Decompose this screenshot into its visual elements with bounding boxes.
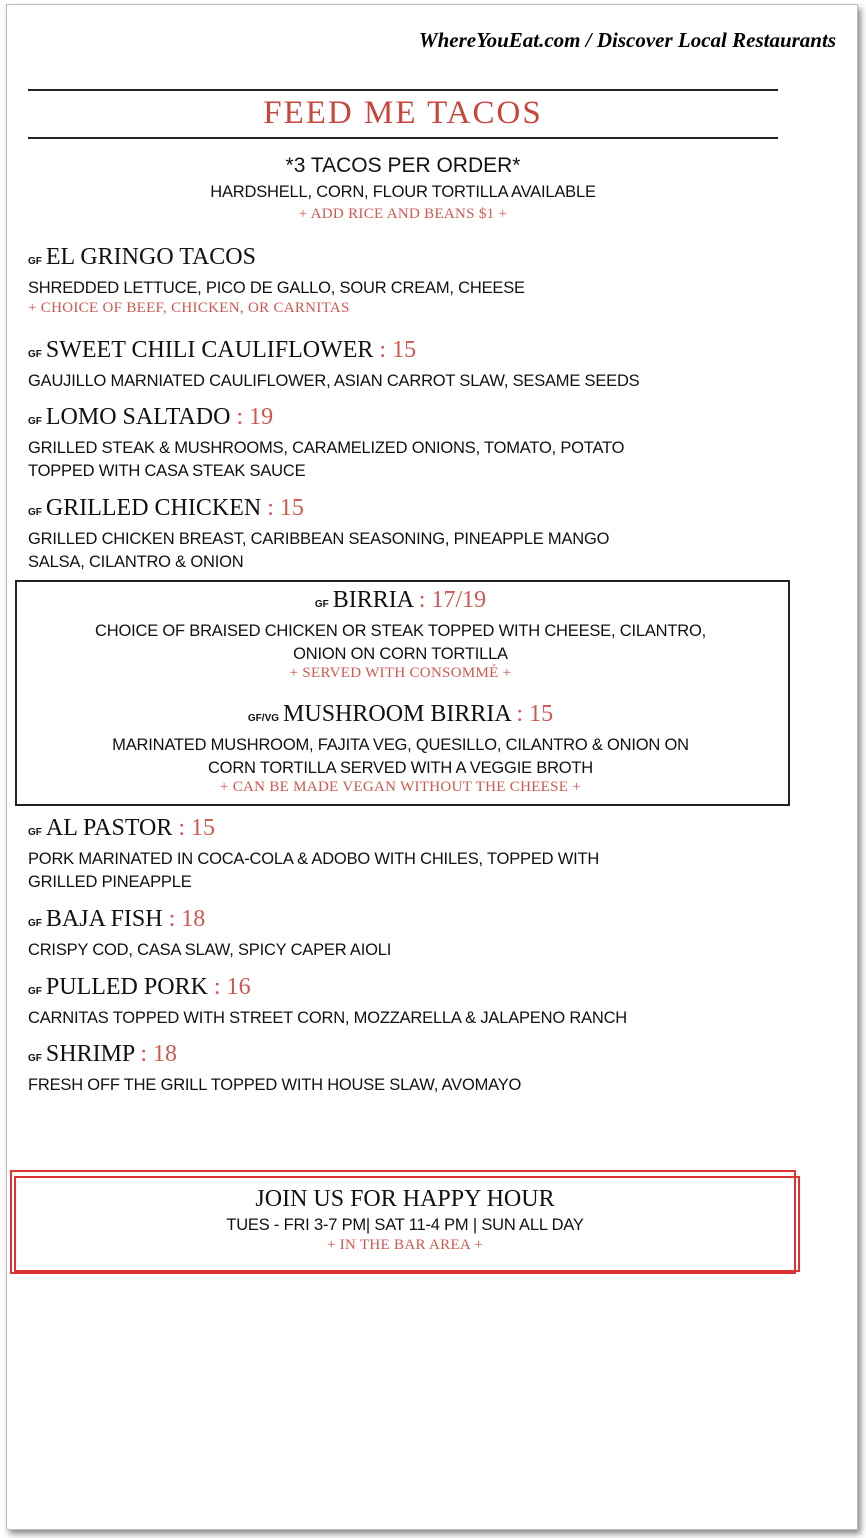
item-name: BAJA FISH xyxy=(45,906,163,932)
menu-item xyxy=(28,972,788,1030)
menu-item xyxy=(28,493,788,573)
menu-item xyxy=(28,904,788,962)
divider xyxy=(28,89,778,91)
item-name: EL GRINGO TACOS xyxy=(45,244,256,270)
item-desc: FRESH OFF THE GRILL TOPPED WITH HOUSE SLAW, AVOMAYO xyxy=(28,1076,522,1094)
item-name: AL PASTOR xyxy=(45,815,173,841)
menu-item xyxy=(28,242,788,317)
intro-line2: HARDSHELL, CORN, FLOUR TORTILLA AVAILABLE xyxy=(210,183,596,201)
item-desc: CRISPY COD, CASA SLAW, SPICY CAPER AIOLI xyxy=(28,941,392,959)
gluten-free-tag: GF xyxy=(28,256,42,267)
item-note: + CHOICE OF BEEF, CHICKEN, OR CARNITAS xyxy=(28,299,350,316)
gluten-free-tag: GF xyxy=(28,349,42,360)
item-name: BIRRIA xyxy=(332,587,413,613)
item-price: : 15 xyxy=(516,701,554,727)
item-desc: GRILLED PINEAPPLE xyxy=(28,872,192,891)
intro-line1: *3 TACOS PER ORDER* xyxy=(285,154,521,177)
gluten-free-tag: GF xyxy=(28,986,42,997)
gluten-free-tag: GF xyxy=(314,599,329,610)
happy-hour-hours: TUES - FRI 3-7 PM| SAT 11-4 PM | SUN ALL DAY xyxy=(226,1216,584,1234)
item-desc: GRILLED STEAK & MUSHROOMS, CARAMELIZED ONIONS, TOMATO, POTATO xyxy=(28,439,625,457)
happy-hour-note: + IN THE BAR AREA + xyxy=(326,1236,484,1253)
item-desc: CORN TORTILLA SERVED WITH A VEGGIE BROTH xyxy=(207,758,594,777)
item-name: GRILLED CHICKEN xyxy=(45,495,262,521)
happy-hour xyxy=(14,1184,796,1254)
item-name: LOMO SALTADO xyxy=(45,404,231,430)
featured-item xyxy=(18,585,783,682)
item-note: + CAN BE MADE VEGAN WITHOUT THE CHEESE + xyxy=(219,779,582,795)
item-desc: SHREDDED LETTUCE, PICO DE GALLO, SOUR CREAM, CHEESE xyxy=(28,279,525,297)
item-desc: GRILLED CHICKEN BREAST, CARIBBEAN SEASONING, PINEAPPLE MANGO xyxy=(28,530,610,548)
item-price: : 19 xyxy=(236,404,274,430)
menu-item xyxy=(28,335,788,393)
item-desc: MARINATED MUSHROOM, FAJITA VEG, QUESILLO, CILANTRO & ONION ON xyxy=(112,736,689,754)
item-desc: CHOICE OF BRAISED CHICKEN OR STEAK TOPPED WITH CHEESE, CILANTRO, xyxy=(95,622,706,640)
item-desc: ONION ON CORN TORTILLA xyxy=(293,644,508,663)
site-header: WhereYouEat.com / Discover Local Restaurants xyxy=(418,28,836,52)
section-title: FEED ME TACOS xyxy=(263,95,543,131)
item-price: : 18 xyxy=(168,906,206,932)
item-price: : 17/19 xyxy=(418,587,487,613)
item-price: : 18 xyxy=(140,1041,178,1067)
item-price: : 15 xyxy=(379,337,417,363)
featured-item xyxy=(18,699,783,796)
happy-hour-title: JOIN US FOR HAPPY HOUR xyxy=(255,1186,555,1212)
item-name: SWEET CHILI CAULIFLOWER xyxy=(45,337,374,363)
gluten-free-tag: GF xyxy=(28,918,42,929)
gluten-free-tag: GF xyxy=(28,1053,42,1064)
item-name: MUSHROOM BIRRIA xyxy=(283,701,511,727)
menu-item xyxy=(28,1039,788,1097)
divider xyxy=(28,137,778,139)
item-price: : 16 xyxy=(213,974,251,1000)
intro-note: + ADD RICE AND BEANS $1 + xyxy=(298,206,508,222)
gluten-free-tag: GF xyxy=(28,827,42,838)
menu-item xyxy=(28,813,788,893)
item-price: : 15 xyxy=(267,495,304,521)
gluten-free-tag: GF xyxy=(28,416,42,427)
item-desc: GAUJILLO MARNIATED CAULIFLOWER, ASIAN CARROT SLAW, SESAME SEEDS xyxy=(28,372,640,390)
item-desc: PORK MARINATED IN COCA-COLA & ADOBO WITH CHILES, TOPPED WITH xyxy=(28,850,600,868)
gluten-free-tag: GF xyxy=(28,507,42,518)
gluten-free-vegan-tag: GF/VG xyxy=(247,713,280,724)
item-name: SHRIMP xyxy=(45,1041,135,1067)
item-desc: CARNITAS TOPPED WITH STREET CORN, MOZZARELLA & JALAPENO RANCH xyxy=(28,1009,628,1027)
item-desc: SALSA, CILANTRO & ONION xyxy=(28,552,244,571)
item-name: PULLED PORK xyxy=(45,974,208,1000)
menu-item xyxy=(28,402,788,482)
item-desc: TOPPED WITH CASA STEAK SAUCE xyxy=(28,461,306,480)
item-note: + SERVED WITH CONSOMMÉ + xyxy=(289,665,512,681)
item-price: : 15 xyxy=(178,815,216,841)
